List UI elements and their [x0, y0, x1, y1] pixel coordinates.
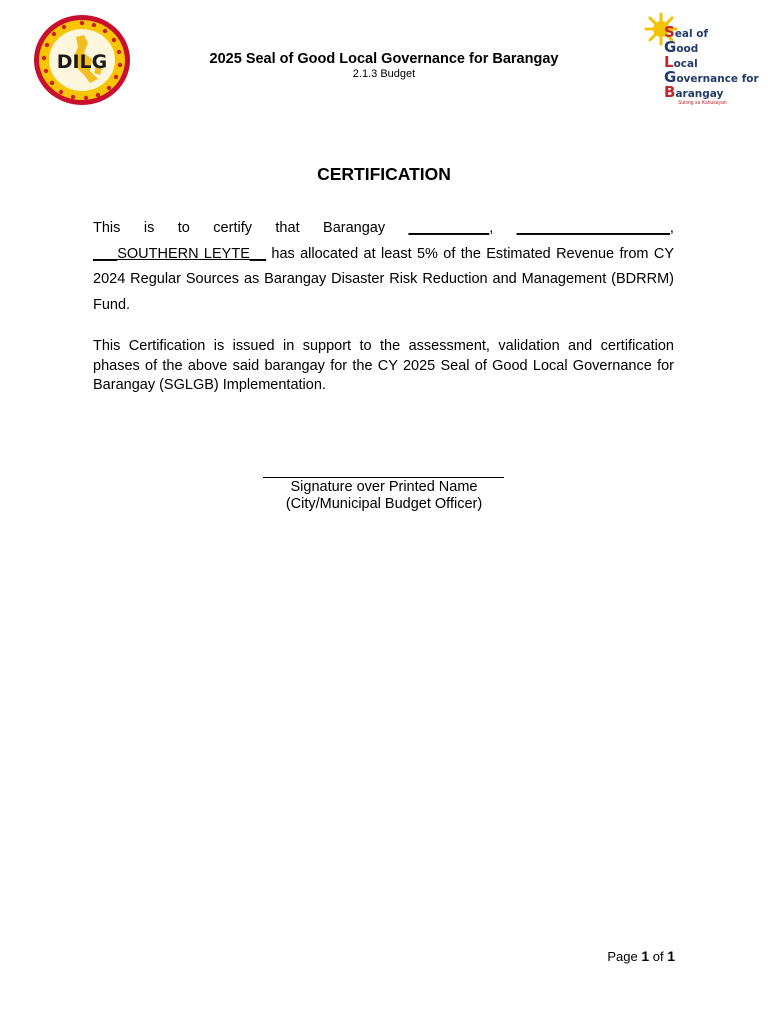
certification-paragraph	[93, 216, 674, 318]
first-line	[93, 216, 674, 242]
allocation-text: has allocated at least 5% of the Estimated Revenue from CY 2024 Regular Sources as Barangay Disaster Risk Reduction and Management (BDRRM) Fund.	[93, 245, 674, 313]
certification-title: CERTIFICATION	[317, 164, 451, 184]
logo-cap: L	[664, 53, 674, 71]
paragraph-body	[93, 242, 674, 319]
signatory-role: (City/Municipal Budget Officer)	[285, 496, 483, 512]
logo-rest: arangay	[675, 88, 724, 100]
total-pages: 1	[667, 948, 675, 964]
logo-rest: ocal	[673, 58, 698, 70]
dilg-logo	[32, 13, 132, 107]
word: This	[93, 220, 121, 236]
logo-cap: G	[664, 38, 677, 56]
page-number: Page 1 of 1	[607, 948, 675, 964]
logo-rest: eal of	[674, 28, 709, 40]
current-page: 1	[641, 948, 650, 964]
word: Barangay	[323, 220, 386, 236]
word: that	[275, 220, 300, 236]
word: certify	[213, 220, 252, 236]
sglgb-logo	[640, 8, 760, 112]
logo-line-5	[664, 83, 723, 101]
dilg-logo-text: DILG	[56, 51, 108, 73]
word: is	[143, 220, 155, 236]
header-subtitle: 2.1.3 Budget	[352, 68, 416, 80]
province-name: SOUTHERN LEYTE	[117, 245, 250, 262]
word: to	[177, 220, 190, 236]
logo-cap: G	[664, 68, 677, 86]
barangay-blank: __________,	[408, 220, 494, 236]
signature-label: Signature over Printed Name	[290, 479, 478, 495]
logo-tagline: Sulong sa Kahusayan	[678, 100, 727, 106]
logo-cap: B	[664, 83, 676, 101]
logo-rest: ood	[676, 43, 699, 55]
logo-rest: overnance for	[676, 73, 759, 85]
comma: ,	[669, 220, 674, 236]
municipality-blank: ___________________	[516, 220, 670, 236]
logo-cap: S	[664, 23, 675, 41]
signature-line	[263, 477, 504, 478]
header-title: 2025 Seal of Good Local Governance for Barangay	[209, 51, 559, 67]
province-field: ___SOUTHERN LEYTE__	[93, 245, 267, 262]
issuance-paragraph: This Certification is issued in support to the assessment, validation and certification phases of the above said barangay for the CY 2025 Seal of Good Local Governance for Barangay (SGLGB) Implementation.	[93, 338, 674, 394]
